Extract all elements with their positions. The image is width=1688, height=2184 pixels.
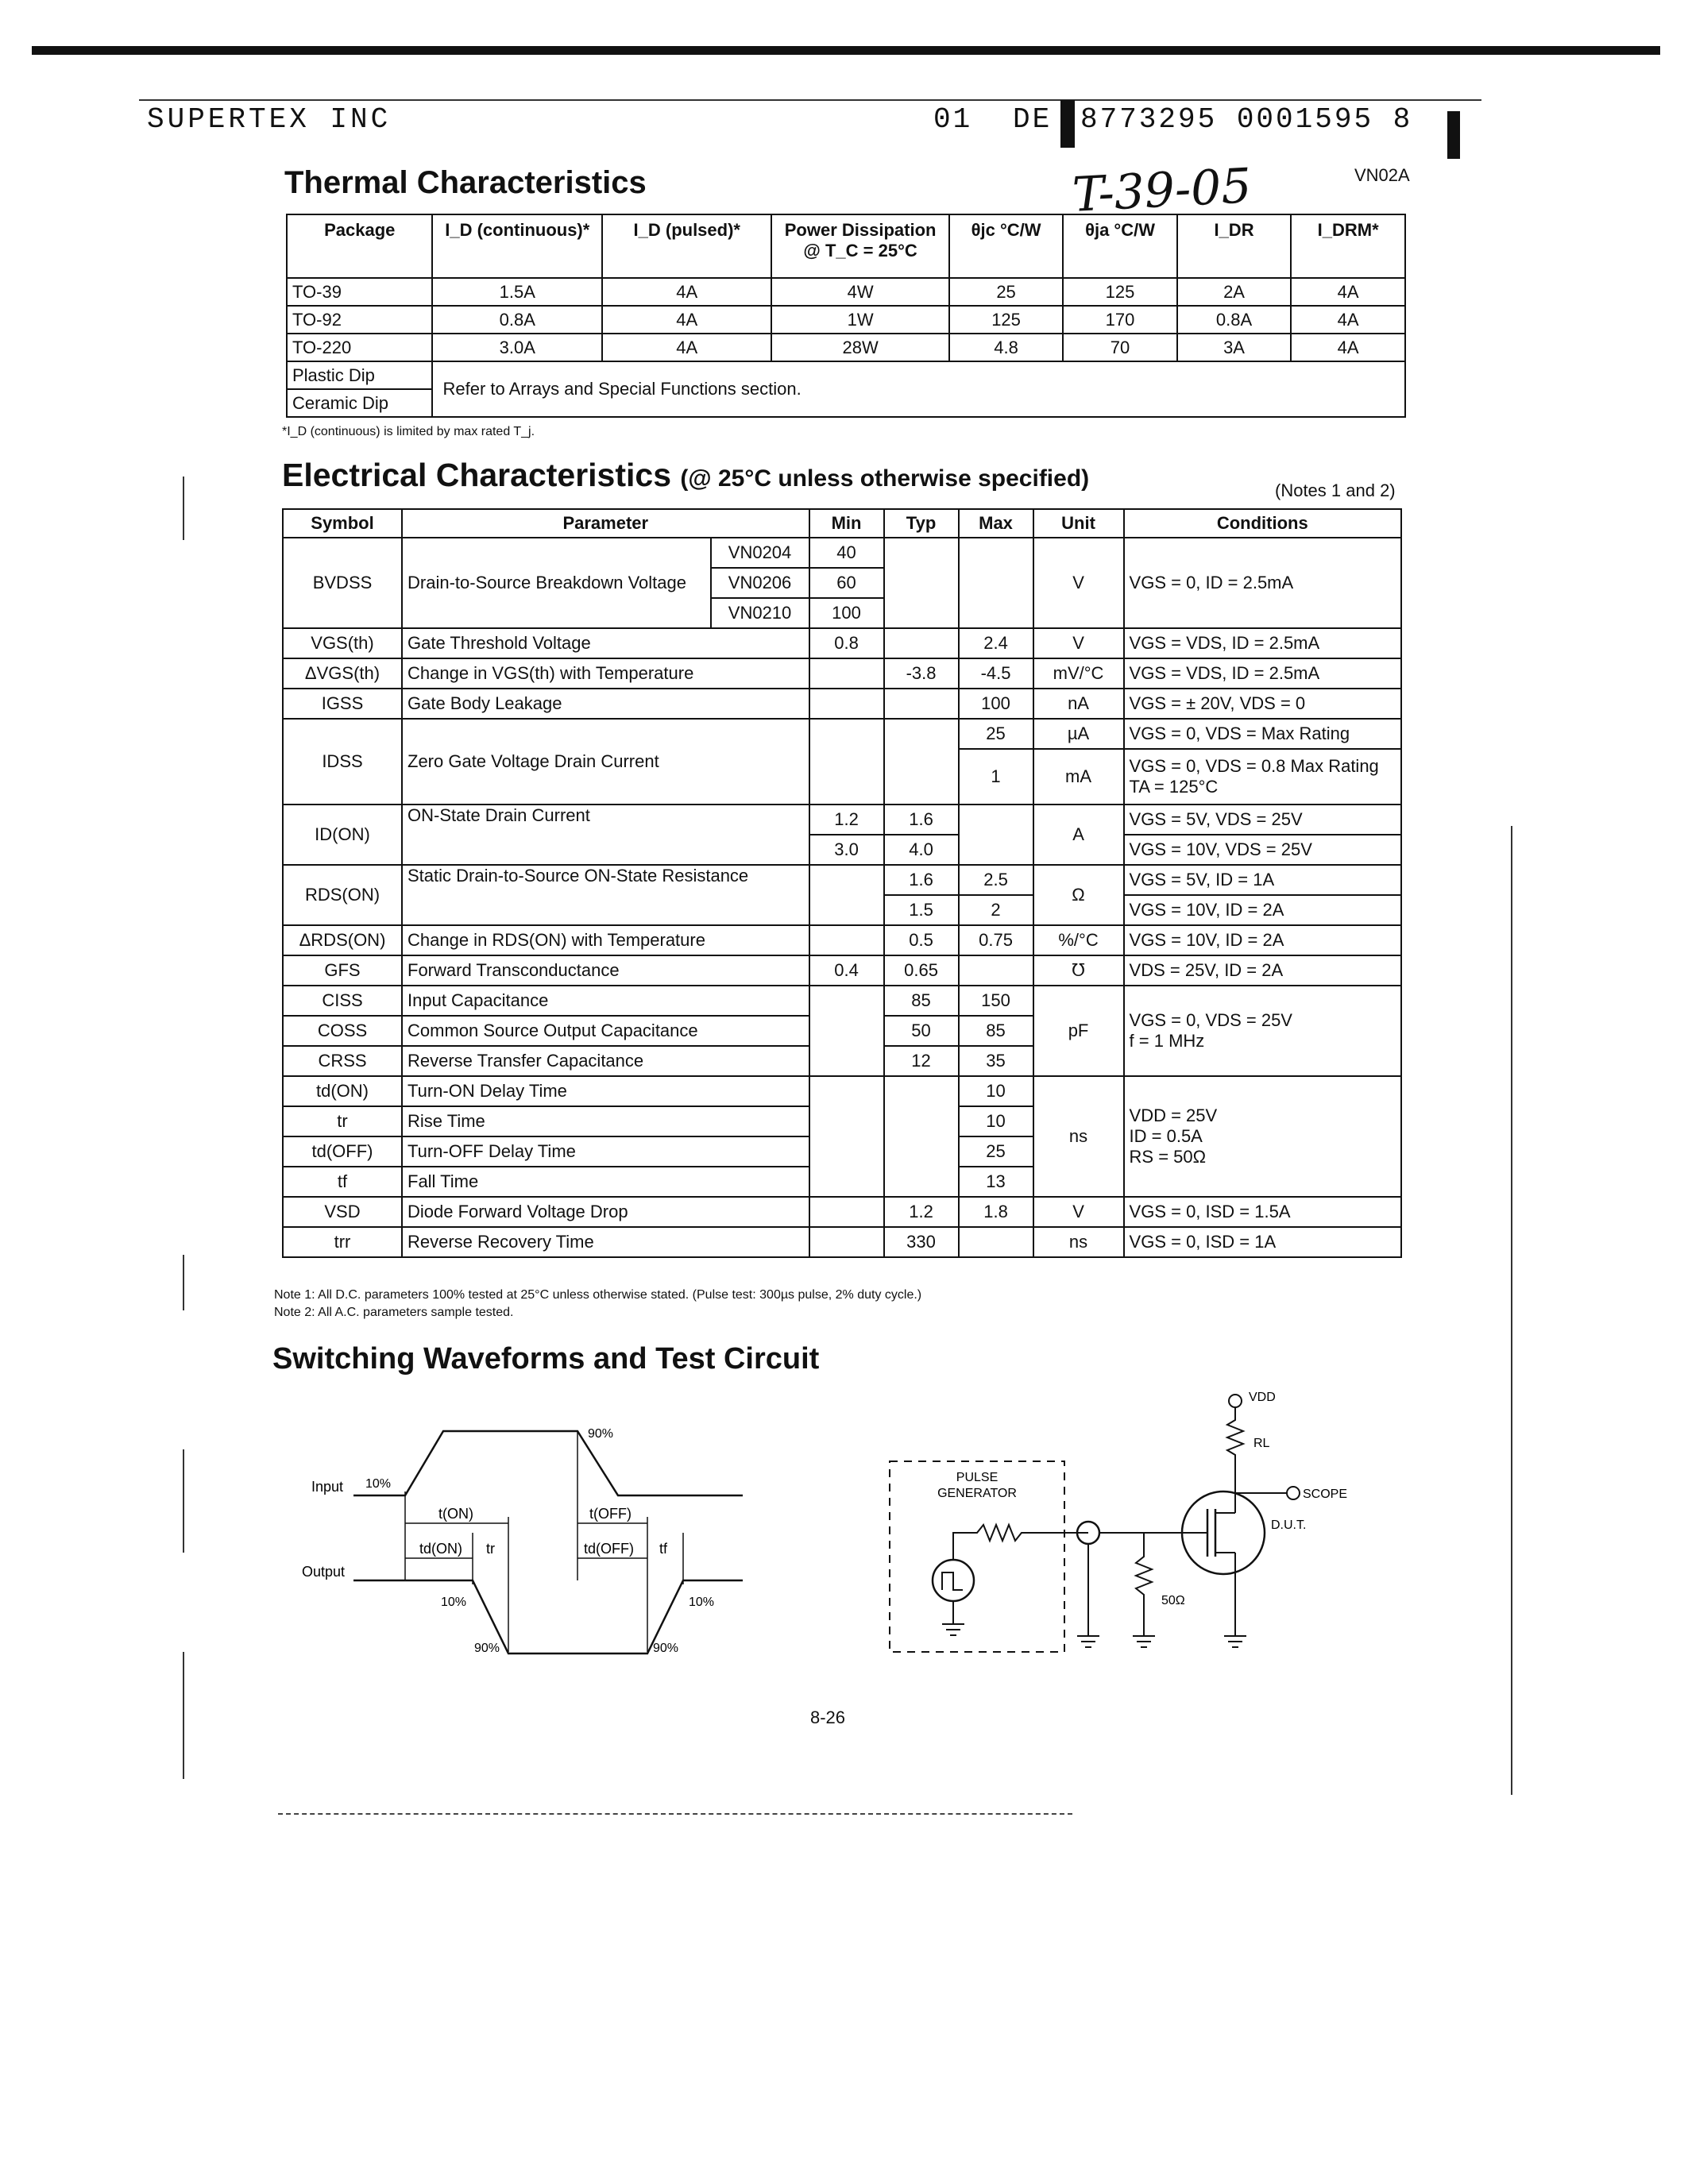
table-cell: -3.8 <box>884 658 959 689</box>
electrical-subtitle: (@ 25°C unless otherwise specified) <box>680 465 1090 492</box>
table-cell: 25 <box>949 278 1063 306</box>
note-2: Note 2: All A.C. parameters sample tested. <box>274 1306 514 1319</box>
table-row <box>283 1076 1401 1106</box>
table-cell: Ω <box>1033 865 1124 925</box>
table-cell: 330 <box>884 1227 959 1257</box>
page-number: 8-26 <box>810 1707 846 1727</box>
table-row <box>287 306 1405 334</box>
r50-label: 50Ω <box>1161 1594 1185 1607</box>
table-row <box>283 805 1401 835</box>
ground-icon <box>1133 1636 1155 1647</box>
table-cell <box>884 538 959 628</box>
table-cell: TO-220 <box>287 334 432 361</box>
margin-mark <box>183 1449 184 1553</box>
table-row <box>283 538 1401 568</box>
header-code-1: 01 <box>933 103 973 136</box>
dut-label: D.U.T. <box>1271 1518 1307 1532</box>
output-90-label: 90% <box>474 1642 500 1655</box>
refer-note: Refer to Arrays and Special Functions section. <box>432 361 1405 417</box>
th-power: Power Dissipation @ T_C = 25°C <box>771 214 948 278</box>
table-cell: Ceramic Dip <box>287 389 432 417</box>
output-10-label: 10% <box>441 1596 467 1609</box>
table-cell: Static Drain-to-Source ON-State Resistance <box>402 865 809 925</box>
output-waveform <box>353 1580 743 1653</box>
table-cell: Input Capacitance <box>402 986 809 1016</box>
table-cell <box>809 1197 884 1227</box>
load-resistor-icon <box>1227 1407 1243 1461</box>
table-cell: -4.5 <box>959 658 1033 689</box>
table-cell: tf <box>283 1167 402 1197</box>
table-cell: Turn-OFF Delay Time <box>402 1136 809 1167</box>
table-cell <box>809 865 884 925</box>
idss-cond-line: VGS = 0, VDS = 0.8 Max Rating <box>1129 756 1379 776</box>
table-cell: td(OFF) <box>283 1136 402 1167</box>
toff-label: t(OFF) <box>589 1506 632 1522</box>
table-cell: 40 <box>809 538 884 568</box>
th-max: Max <box>959 509 1033 538</box>
table-row <box>283 658 1401 689</box>
table-cell: Reverse Transfer Capacitance <box>402 1046 809 1076</box>
table-cell: GFS <box>283 955 402 986</box>
input-10-label: 10% <box>365 1477 392 1491</box>
table-cell: VGS = 5V, VDS = 25V <box>1124 805 1401 835</box>
handwritten-code: T-39-05 <box>1071 158 1253 223</box>
th-typ: Typ <box>884 509 959 538</box>
th-package: Package <box>287 214 432 278</box>
rl-label: RL <box>1253 1437 1270 1450</box>
table-row <box>283 1197 1401 1227</box>
table-row <box>287 278 1405 306</box>
table-cell: µA <box>1033 719 1124 749</box>
caps-cond-2: f = 1 MHz <box>1129 1031 1205 1051</box>
scope-label: SCOPE <box>1303 1488 1348 1501</box>
table-cell: 4A <box>602 278 771 306</box>
table-cell: VGS = VDS, ID = 2.5mA <box>1124 658 1401 689</box>
vdd-label: VDD <box>1249 1391 1276 1404</box>
table-cell: 1.6 <box>884 805 959 835</box>
part-number: VN02A <box>1354 165 1410 185</box>
table-row <box>283 925 1401 955</box>
table-cell: 1.6 <box>884 865 959 895</box>
table-cell: 4A <box>1291 334 1405 361</box>
table-cell: Turn-ON Delay Time <box>402 1076 809 1106</box>
margin-mark <box>183 1652 184 1779</box>
output-90-label-r: 90% <box>653 1642 679 1655</box>
table-cell: Diode Forward Voltage Drop <box>402 1197 809 1227</box>
note-1: Note 1: All D.C. parameters 100% tested at 25°C unless otherwise stated. (Pulse test: 300µs pulse, 2% duty cycle.) <box>274 1288 922 1302</box>
scope-terminal-icon <box>1287 1487 1300 1499</box>
thermal-table <box>286 214 1406 418</box>
table-cell <box>809 689 884 719</box>
table-cell: 4A <box>1291 278 1405 306</box>
table-cell: Fall Time <box>402 1167 809 1197</box>
table-cell: BVDSS <box>283 538 402 628</box>
pulse-label: PULSE <box>956 1471 999 1484</box>
th-idrm: I_DRM* <box>1291 214 1405 278</box>
table-cell: Plastic Dip <box>287 361 432 389</box>
table-cell: VGS = 0, ISD = 1.5A <box>1124 1197 1401 1227</box>
table-row <box>283 955 1401 986</box>
table-cell <box>1124 986 1401 1076</box>
table-row <box>283 1227 1401 1257</box>
table-cell: CISS <box>283 986 402 1016</box>
table-cell: 0.8 <box>809 628 884 658</box>
electrical-header-row <box>283 509 1401 538</box>
table-cell: ns <box>1033 1227 1124 1257</box>
table-row <box>287 361 1405 389</box>
switching-waveform-diagram <box>294 1398 771 1668</box>
table-cell: 0.5 <box>884 925 959 955</box>
output-label: Output <box>302 1564 346 1580</box>
table-row <box>283 865 1401 895</box>
thermal-header-row <box>287 214 1405 278</box>
sw-cond-3: RS = 50Ω <box>1129 1147 1207 1167</box>
table-cell: Zero Gate Voltage Drain Current <box>402 719 809 805</box>
table-cell: Gate Threshold Voltage <box>402 628 809 658</box>
table-cell: 0.8A <box>1177 306 1291 334</box>
table-cell: ON-State Drain Current <box>402 805 809 865</box>
table-cell: 28W <box>771 334 948 361</box>
table-cell: 25 <box>959 1136 1033 1167</box>
table-row <box>287 334 1405 361</box>
th-theta-jc: θjc °C/W <box>949 214 1063 278</box>
table-cell: 1 <box>959 749 1033 805</box>
table-cell: 10 <box>959 1106 1033 1136</box>
vdd-terminal-icon <box>1229 1395 1242 1407</box>
table-cell: pF <box>1033 986 1124 1076</box>
table-cell: 4W <box>771 278 948 306</box>
electrical-title <box>282 457 1089 494</box>
table-cell: 2A <box>1177 278 1291 306</box>
table-cell: 100 <box>809 598 884 628</box>
table-cell: mV/°C <box>1033 658 1124 689</box>
table-cell: trr <box>283 1227 402 1257</box>
th-conditions: Conditions <box>1124 509 1401 538</box>
table-cell: 25 <box>959 719 1033 749</box>
th-id-pulsed: I_D (pulsed)* <box>602 214 771 278</box>
table-cell: Reverse Recovery Time <box>402 1227 809 1257</box>
table-cell: 3.0 <box>809 835 884 865</box>
sw-cond-2: ID = 0.5A <box>1129 1126 1203 1146</box>
th-min: Min <box>809 509 884 538</box>
table-cell: 85 <box>884 986 959 1016</box>
company-name: SUPERTEX INC <box>147 103 392 136</box>
margin-mark <box>183 1255 184 1310</box>
header-right-mark <box>1447 111 1460 159</box>
table-cell: 12 <box>884 1046 959 1076</box>
sw-cond-1: VDD = 25V <box>1129 1106 1218 1125</box>
bottom-dashed-rule <box>278 1813 1072 1815</box>
table-cell <box>809 719 884 805</box>
table-cell <box>959 955 1033 986</box>
table-cell: ID(ON) <box>283 805 402 865</box>
electrical-table <box>282 508 1402 1258</box>
table-cell: nA <box>1033 689 1124 719</box>
table-cell: VGS = 10V, ID = 2A <box>1124 895 1401 925</box>
table-cell: 60 <box>809 568 884 598</box>
header-code-2: DE <box>1013 103 1053 136</box>
table-cell <box>809 1076 884 1197</box>
th-idr: I_DR <box>1177 214 1291 278</box>
table-row <box>283 719 1401 749</box>
table-cell: 3A <box>1177 334 1291 361</box>
table-cell: Drain-to-Source Breakdown Voltage <box>402 538 711 628</box>
table-cell <box>884 689 959 719</box>
table-cell: 100 <box>959 689 1033 719</box>
top-scan-bar <box>32 46 1660 55</box>
table-cell: V <box>1033 538 1124 628</box>
tdon-label: td(ON) <box>419 1541 462 1557</box>
table-cell: Common Source Output Capacitance <box>402 1016 809 1046</box>
table-cell: 10 <box>959 1076 1033 1106</box>
ton-label: t(ON) <box>438 1506 473 1522</box>
th-symbol: Symbol <box>283 509 402 538</box>
notes-reference: (Notes 1 and 2) <box>1275 480 1396 500</box>
table-cell: VN0210 <box>711 598 809 628</box>
table-cell: 150 <box>959 986 1033 1016</box>
table-cell: 50 <box>884 1016 959 1046</box>
idss-cond-temp: TA = 125°C <box>1129 777 1219 797</box>
table-cell: 1.2 <box>884 1197 959 1227</box>
table-cell: Change in VGS(th) with Temperature <box>402 658 809 689</box>
electrical-title-text: Electrical Characteristics <box>282 457 671 493</box>
table-cell: VN0204 <box>711 538 809 568</box>
table-cell: 1.5A <box>432 278 602 306</box>
table-cell <box>809 1227 884 1257</box>
table-cell: Change in RDS(ON) with Temperature <box>402 925 809 955</box>
table-cell <box>1124 1076 1401 1197</box>
table-cell: 1W <box>771 306 948 334</box>
table-cell: Rise Time <box>402 1106 809 1136</box>
table-cell: 2.4 <box>959 628 1033 658</box>
table-cell: ℧ <box>1033 955 1124 986</box>
generator-resistor <box>953 1525 1088 1560</box>
generator-label: GENERATOR <box>937 1487 1017 1500</box>
table-cell <box>884 719 959 805</box>
table-cell: VGS = 10V, VDS = 25V <box>1124 835 1401 865</box>
table-cell: VGS(th) <box>283 628 402 658</box>
table-cell: VGS = 10V, ID = 2A <box>1124 925 1401 955</box>
table-cell: 35 <box>959 1046 1033 1076</box>
table-cell: 0.8A <box>432 306 602 334</box>
table-cell: 1.8 <box>959 1197 1033 1227</box>
header-code-3: 8773295 0001595 8 <box>1080 103 1413 136</box>
table-cell: 4.8 <box>949 334 1063 361</box>
table-cell: A <box>1033 805 1124 865</box>
table-cell: VGS = 5V, ID = 1A <box>1124 865 1401 895</box>
table-cell: %/°C <box>1033 925 1124 955</box>
table-cell <box>809 925 884 955</box>
margin-mark <box>183 477 184 540</box>
table-cell: VDS = 25V, ID = 2A <box>1124 955 1401 986</box>
table-cell: 0.4 <box>809 955 884 986</box>
table-cell <box>1124 749 1401 805</box>
table-cell: 1.2 <box>809 805 884 835</box>
ground-icon <box>1077 1636 1099 1647</box>
table-cell: V <box>1033 628 1124 658</box>
caps-cond-1: VGS = 0, VDS = 25V <box>1129 1010 1292 1030</box>
header-rule <box>139 99 1481 101</box>
th-parameter: Parameter <box>402 509 809 538</box>
th-id-cont: I_D (continuous)* <box>432 214 602 278</box>
table-cell <box>959 1227 1033 1257</box>
output-10-label-r: 10% <box>689 1596 715 1609</box>
th-unit: Unit <box>1033 509 1124 538</box>
table-cell: VGS = ± 20V, VDS = 0 <box>1124 689 1401 719</box>
table-cell: 85 <box>959 1016 1033 1046</box>
table-cell: VGS = 0, ID = 2.5mA <box>1124 538 1401 628</box>
table-cell: 13 <box>959 1167 1033 1197</box>
table-cell: 4A <box>1291 306 1405 334</box>
table-cell: ΔVGS(th) <box>283 658 402 689</box>
header-block-mark <box>1060 100 1075 148</box>
table-cell: 2.5 <box>959 865 1033 895</box>
thermal-footnote: *I_D (continuous) is limited by max rated T_j. <box>282 425 535 438</box>
table-cell: 1.5 <box>884 895 959 925</box>
table-cell: 125 <box>1063 278 1176 306</box>
input-90-label: 90% <box>588 1427 614 1441</box>
table-cell: 3.0A <box>432 334 602 361</box>
ground-icon <box>1224 1636 1246 1647</box>
input-waveform <box>353 1431 743 1495</box>
table-row <box>283 986 1401 1016</box>
table-cell: TO-39 <box>287 278 432 306</box>
table-cell <box>809 658 884 689</box>
tr-label: tr <box>486 1541 495 1557</box>
tdoff-label: td(OFF) <box>584 1541 634 1557</box>
test-circuit-diagram <box>874 1382 1382 1684</box>
table-cell: VN0206 <box>711 568 809 598</box>
ground-icon <box>942 1624 964 1635</box>
table-cell <box>959 805 1033 865</box>
table-cell: TO-92 <box>287 306 432 334</box>
table-cell: CRSS <box>283 1046 402 1076</box>
table-cell <box>959 538 1033 628</box>
table-cell: VGS = 0, VDS = Max Rating <box>1124 719 1401 749</box>
resistor-50-icon <box>1136 1533 1152 1636</box>
table-cell: 4A <box>602 334 771 361</box>
table-cell: td(ON) <box>283 1076 402 1106</box>
tf-label: tf <box>659 1541 668 1557</box>
table-cell: 70 <box>1063 334 1176 361</box>
input-label: Input <box>311 1479 344 1495</box>
table-cell <box>884 628 959 658</box>
table-cell: COSS <box>283 1016 402 1046</box>
table-row <box>283 628 1401 658</box>
table-row <box>283 689 1401 719</box>
margin-mark <box>1511 826 1512 1795</box>
table-cell: 4.0 <box>884 835 959 865</box>
table-cell: V <box>1033 1197 1124 1227</box>
table-cell: Gate Body Leakage <box>402 689 809 719</box>
table-cell: Forward Transconductance <box>402 955 809 986</box>
table-cell: 0.65 <box>884 955 959 986</box>
table-cell: RDS(ON) <box>283 865 402 925</box>
table-cell: tr <box>283 1106 402 1136</box>
table-cell <box>809 986 884 1076</box>
table-cell: 0.75 <box>959 925 1033 955</box>
table-cell <box>884 1076 959 1197</box>
switching-title: Switching Waveforms and Test Circuit <box>272 1342 820 1376</box>
th-theta-ja: θja °C/W <box>1063 214 1176 278</box>
table-cell: 4A <box>602 306 771 334</box>
table-cell: VSD <box>283 1197 402 1227</box>
electrical-notes <box>274 1287 921 1322</box>
table-cell: VGS = VDS, ID = 2.5mA <box>1124 628 1401 658</box>
table-cell: ΔRDS(ON) <box>283 925 402 955</box>
table-cell: ns <box>1033 1076 1124 1197</box>
thermal-title: Thermal Characteristics <box>284 165 647 200</box>
table-cell: IGSS <box>283 689 402 719</box>
table-cell: mA <box>1033 749 1124 805</box>
table-cell: 125 <box>949 306 1063 334</box>
table-cell: 2 <box>959 895 1033 925</box>
table-cell: IDSS <box>283 719 402 805</box>
pulse-symbol <box>942 1572 963 1590</box>
table-cell: VGS = 0, ISD = 1A <box>1124 1227 1401 1257</box>
table-cell: 170 <box>1063 306 1176 334</box>
